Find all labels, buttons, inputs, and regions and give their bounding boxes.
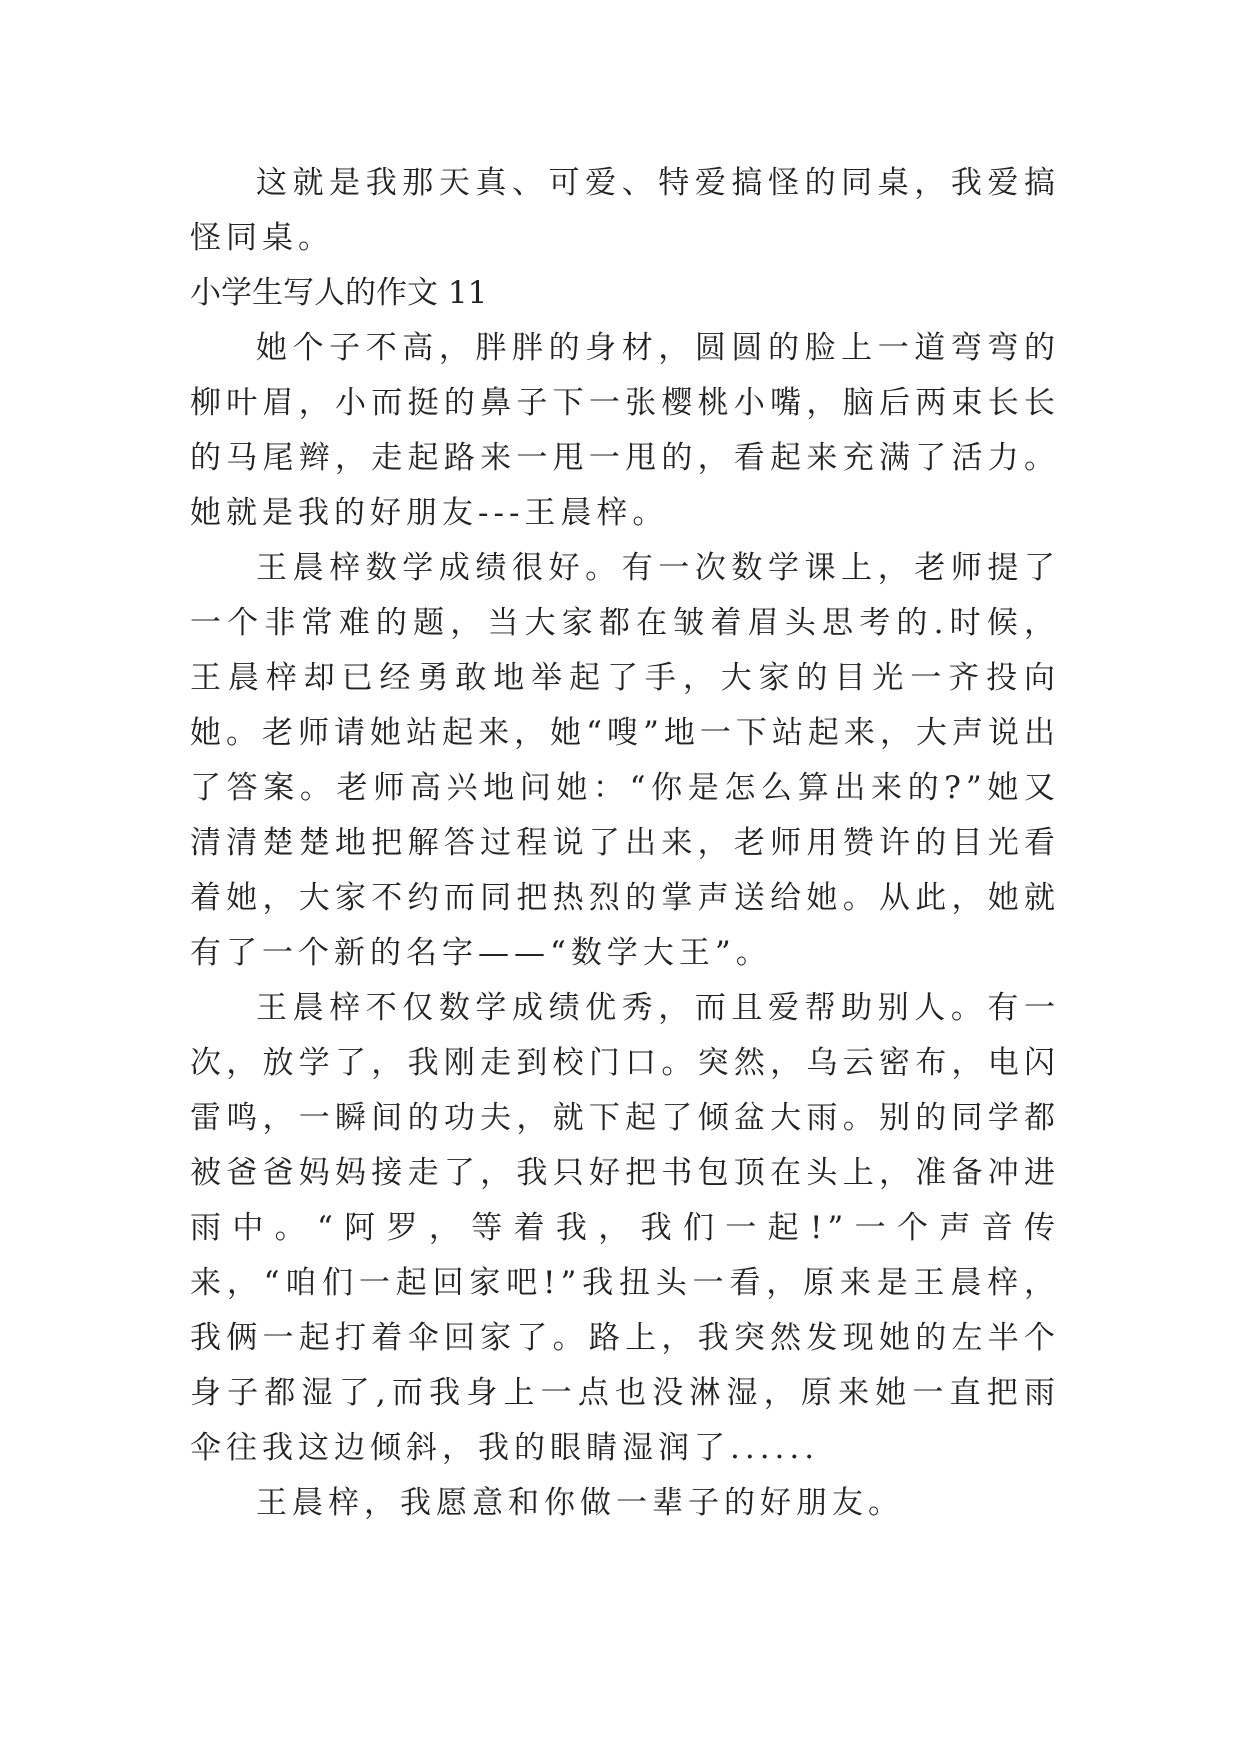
closing-paragraph-previous-essay: 这就是我那天真、可爱、特爱搞怪的同桌，我爱搞怪同桌。 [190,165,1060,256]
essay-title: 小学生写人的作文 11 [190,275,488,311]
paragraph-conclusion: 王晨梓，我愿意和你做一辈子的好朋友。 [256,1485,904,1521]
essay-body [190,156,1060,1531]
paragraph-appearance: 她个子不高，胖胖的身材，圆圆的脸上一道弯弯的柳叶眉，小而挺的鼻子下一张樱桃小嘴，脑后两束长长的马尾辫，走起路来一甩一甩的，看起来充满了活力。她就是我的好朋友---王晨梓。 [190,330,1060,531]
paragraph-math-king: 王晨梓数学成绩很好。有一次数学课上，老师提了一个非常难的题，当大家都在皱着眉头思考的.时候，王晨梓却已经勇敢地举起了手，大家的目光一齐投向她。老师请她站起来，她“嗖”地一下站起来，大声说出了答案。老师高兴地问她：“你是怎么算出来的?”她又清清楚楚地把解答过程说了出来，老师用赞许的目光看着她，大家不约而同把热烈的掌声送给她。从此，她就有了一个新的名字——“数学大王”。 [190,550,1060,971]
paragraph-umbrella: 王晨梓不仅数学成绩优秀，而且爱帮助别人。有一次，放学了，我刚走到校门口。突然，乌云密布，电闪雷鸣，一瞬间的功夫，就下起了倾盆大雨。别的同学都被爸爸妈妈接走了，我只好把书包顶在头上，准备冲进雨中。“阿罗，等着我，我们一起!”一个声音传来，“咱们一起回家吧!”我扭头一看，原来是王晨梓，我俩一起打着伞回家了。路上，我突然发现她的左半个身子都湿了,而我身上一点也没淋湿，原来她一直把雨伞往我这边倾斜，我的眼睛湿润了...... [190,990,1060,1466]
